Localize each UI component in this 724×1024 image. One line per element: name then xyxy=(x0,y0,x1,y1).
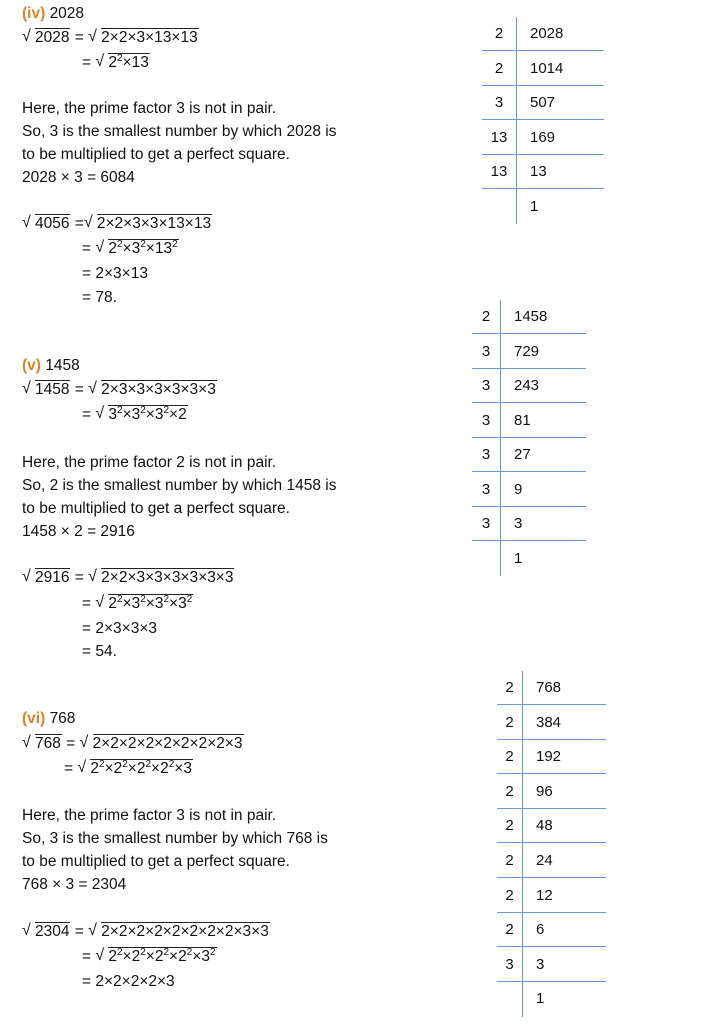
division-row xyxy=(497,948,606,982)
divisor: 2 xyxy=(505,782,514,800)
equation-line: = √ $2^2\times 2^2\times 2^2\times 2^2\times 3^2$ xyxy=(82,947,217,967)
quotient: 507 xyxy=(530,94,556,111)
divisor: 2 xyxy=(481,308,491,325)
explanation-text: So, 3 is the smallest number by which 768 is xyxy=(22,830,328,847)
section-heading: (v) 1458 xyxy=(22,357,80,374)
quotient: 6 xyxy=(536,921,545,939)
quotient: 2028 xyxy=(530,25,564,42)
divisor: 2 xyxy=(505,817,514,835)
quotient: 12 xyxy=(536,886,553,904)
explanation-text: So, 2 is the smallest number by which 1458 is xyxy=(22,477,337,494)
quotient: 384 xyxy=(536,713,562,731)
equation-line: = √ $2^2\times 13$ xyxy=(82,53,150,73)
divisor: 2 xyxy=(494,59,504,77)
division-row xyxy=(482,155,604,189)
division-row xyxy=(472,404,586,438)
quotient: 1458 xyxy=(514,308,548,325)
quotient: 24 xyxy=(536,852,553,869)
explanation-text: to be multiplied to get a perfect square. xyxy=(22,853,290,870)
divisor: 2 xyxy=(505,921,514,939)
equation-line: √ 4056 =√ 2×2×3×3×13×13 xyxy=(22,214,212,234)
division-row xyxy=(497,740,606,774)
equation-line: = √ $3^2\times 3^2\times 3^2\times 2$ xyxy=(82,405,188,425)
divisor: 13 xyxy=(490,163,508,180)
division-row xyxy=(497,879,606,913)
equation-line: √ 2916 = √ 2×2×3×3×3×3×3×3 xyxy=(22,568,234,588)
equation-line: = √ $2^2\times 2^2\times 2^2\times 2^2\times 3$ xyxy=(64,759,193,779)
division-row xyxy=(497,775,606,809)
equation-line: = √ $2^2\times 3^2\times 13^2$ xyxy=(82,239,179,259)
final-quotient: 1 xyxy=(536,990,545,1008)
explanation-text: Here, the prime factor 3 is not in pair. xyxy=(22,807,277,824)
divisor: 13 xyxy=(490,128,508,146)
division-row xyxy=(497,671,606,705)
divisor: 3 xyxy=(481,342,491,360)
divisor: 3 xyxy=(481,411,491,429)
row-underline xyxy=(482,188,604,189)
divisor: 2 xyxy=(505,886,514,904)
divisor: 2 xyxy=(505,679,514,696)
divisor: 3 xyxy=(505,955,514,973)
divisor: 3 xyxy=(481,446,491,463)
quotient: 768 xyxy=(536,679,562,696)
divisor: 2 xyxy=(494,25,504,42)
quotient: 27 xyxy=(514,446,531,463)
divisor: 3 xyxy=(494,94,504,111)
final-quotient: 1 xyxy=(514,549,523,567)
division-row xyxy=(472,507,586,541)
quotient: 13 xyxy=(530,163,547,180)
divisor: 3 xyxy=(481,377,491,394)
explanation-text: Here, the prime factor 2 is not in pair. xyxy=(22,454,277,471)
explanation-text: to be multiplied to get a perfect square. xyxy=(22,500,290,517)
quotient: 1014 xyxy=(530,59,564,77)
equation-line: = 2×3×3×3 xyxy=(82,620,157,637)
divisor: 2 xyxy=(505,748,514,766)
quotient: 96 xyxy=(536,782,553,800)
divisor: 3 xyxy=(481,480,491,498)
division-row xyxy=(482,52,604,86)
explanation-text: Here, the prime factor 3 is not in pair. xyxy=(22,100,277,117)
explanation-text: to be multiplied to get a perfect square. xyxy=(22,146,290,163)
equation-line: √ 2304 = √ 2×2×2×2×2×2×2×2×3×3 xyxy=(22,922,270,942)
quotient: 192 xyxy=(536,748,562,766)
division-row xyxy=(482,86,604,120)
division-row xyxy=(497,844,606,878)
explanation-text: 768 × 3 = 2304 xyxy=(22,876,127,893)
division-row xyxy=(472,438,586,472)
equation-line: = 2×3×13 xyxy=(82,265,148,282)
division-row xyxy=(472,369,586,403)
division-row xyxy=(472,335,586,369)
row-underline xyxy=(497,981,606,982)
quotient: 729 xyxy=(514,342,540,360)
divisor: 2 xyxy=(505,713,514,731)
division-row xyxy=(497,809,606,843)
quotient: 48 xyxy=(536,817,553,835)
division-row xyxy=(497,706,606,740)
equation-line: = 54. xyxy=(82,643,117,660)
division-row xyxy=(482,17,604,51)
row-underline xyxy=(472,540,586,541)
section-heading: (vi) 768 xyxy=(22,710,76,727)
divisor: 3 xyxy=(481,515,491,532)
quotient: 3 xyxy=(514,515,523,532)
equation-line: √ 1458 = √ 2×3×3×3×3×3×3 xyxy=(22,380,217,400)
quotient: 81 xyxy=(514,411,531,429)
quotient: 3 xyxy=(536,955,545,973)
division-row xyxy=(497,913,606,947)
quotient: 169 xyxy=(530,128,556,146)
section-heading: (iv) 2028 xyxy=(22,5,85,22)
quotient: 9 xyxy=(514,480,523,498)
explanation-text: 2028 × 3 = 6084 xyxy=(22,169,135,186)
equation-line: = 2×2×2×2×3 xyxy=(82,973,175,990)
explanation-text: So, 3 is the smallest number by which 2028 is xyxy=(22,123,337,140)
equation-line: = 78. xyxy=(82,289,117,306)
equation-line: = √ $2^2\times 3^2\times 3^2\times 3^2$ xyxy=(82,594,193,614)
explanation-text: 1458 × 2 = 2916 xyxy=(22,523,135,540)
equation-line: √ 2028 = √ 2×2×3×13×13 xyxy=(22,28,199,48)
equation-line: √ 768 = √ 2×2×2×2×2×2×2×2×3 xyxy=(22,734,244,754)
division-row xyxy=(472,300,586,334)
division-row xyxy=(482,121,604,155)
division-row xyxy=(472,473,586,507)
divisor: 2 xyxy=(505,852,514,869)
final-quotient: 1 xyxy=(530,197,539,215)
quotient: 243 xyxy=(514,377,540,394)
